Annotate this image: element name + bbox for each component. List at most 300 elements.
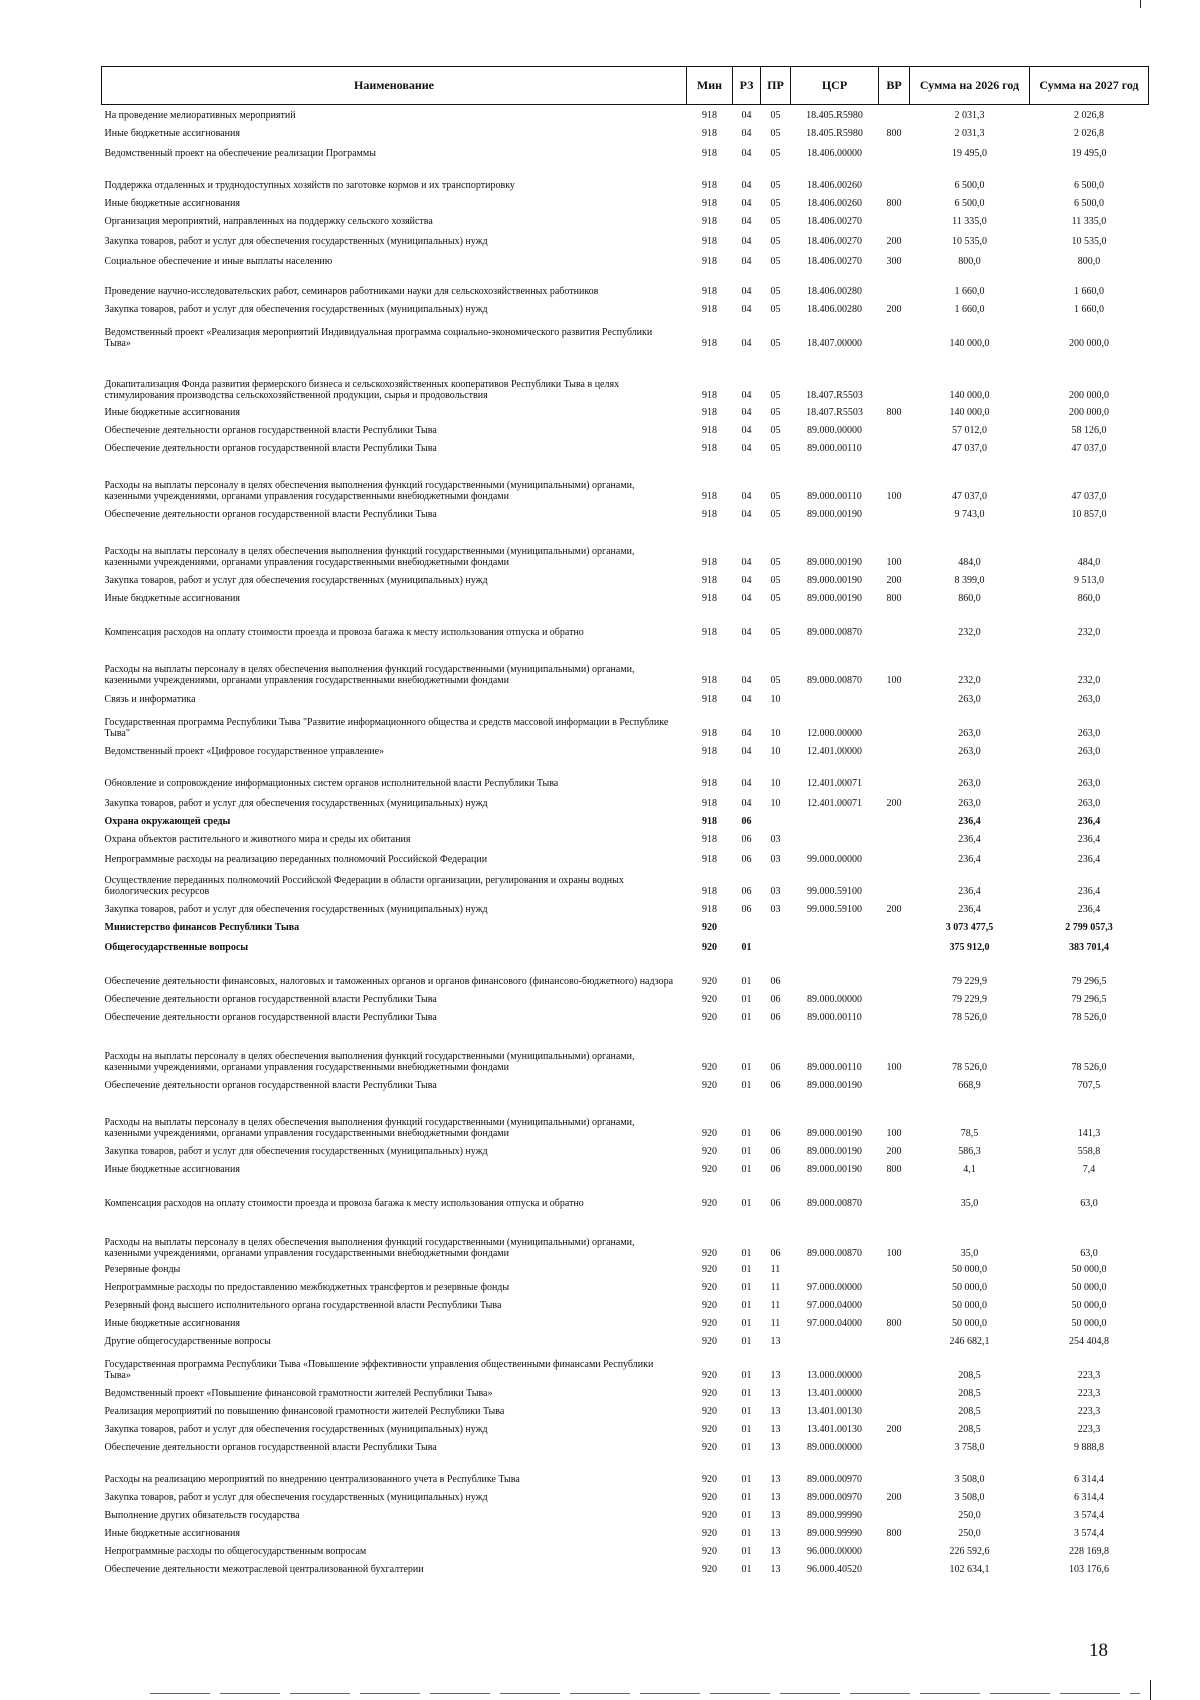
row-name: Связь и информатика [104,694,196,706]
table-row [102,1436,1149,1454]
row-csr: 89.000.99990 [807,1510,862,1522]
row-sum-2026: 35,0 [960,1198,979,1210]
row-sum-2026: 2 031,3 [954,110,985,122]
row-vr [879,268,910,298]
row-sum-2026: 50 000,0 [952,1300,987,1312]
row-name: Государственная программа Республики Тыва «Повышение эффективности управления общественными финансами Республики Тыва» [104,1358,654,1382]
row-min: 918 [702,491,717,503]
row-sum-2027: 79 296,5 [1071,976,1107,988]
row-name: Проведение научно-исследовательских работ, семинаров работниками науки для сельскохозяйственных работников [104,286,599,298]
row-min: 920 [702,942,717,954]
row-sum-2026: 35,0 [960,1248,979,1260]
row-pr: 13 [770,1336,781,1348]
row-name: Ведомственный проект на обеспечение реализации Программы [104,148,376,160]
table-row [102,122,1149,140]
row-vr [879,1400,910,1418]
row-pr: 10 [770,694,781,706]
row-name: На проведение мелиоративных мероприятий [104,110,296,122]
row-sum-2027: 10 535,0 [1071,236,1107,248]
row-pr: 13 [770,1406,781,1418]
row-vr [879,1074,910,1092]
row-vr [879,316,910,350]
row-rz: 01 [741,1424,752,1436]
row-pr: 05 [770,443,781,455]
row-rz: 01 [741,1564,752,1576]
row-rz: 01 [741,1492,752,1504]
row-rz: 01 [741,1528,752,1540]
row-csr [791,934,879,954]
table-row [102,1330,1149,1348]
row-sum-2027: 223,3 [1077,1424,1101,1436]
row-name: Ведомственный проект «Реализация мероприятий Индивидуальная программа социально-экономического развития Республики Тыва» [104,326,653,350]
row-rz: 01 [741,1146,752,1158]
row-min: 920 [702,1264,717,1276]
table-row [102,160,1149,192]
row-min: 920 [702,1492,717,1504]
row-rz: 01 [741,1164,752,1176]
row-sum-2027: 200 000,0 [1069,338,1109,350]
row-vr [879,1558,910,1576]
row-sum-2027: 3 574,4 [1074,1510,1104,1522]
row-pr: 10 [770,798,781,810]
row-csr: 89.000.00000 [807,994,862,1006]
row-pr: 06 [770,1080,781,1092]
row-pr: 11 [770,1318,781,1330]
row-name: Докапитализация Фонда развития фермерского бизнеса и сельскохозяйственных кооперативов Республики Тыва в целях стимулирования производства сельскохозяйственной продукции, сырья и продовольствия [104,378,620,402]
table-row [102,898,1149,916]
row-pr: 05 [770,593,781,605]
row-rz: 04 [741,128,752,140]
row-sum-2027: 1 660,0 [1074,286,1104,298]
row-name: Расходы на выплаты персоналу в целях обеспечения выполнения функций государственными (муниципальными) органами, казенными учреждениями, органами управления государственными внебюджетными фондами [104,479,635,503]
row-csr [791,916,879,934]
table-row [102,228,1149,248]
row-min: 920 [702,1198,717,1210]
row-vr: 200 [886,1146,902,1158]
row-sum-2026: 1 660,0 [954,304,985,316]
header-pr: ПР [761,67,791,105]
row-vr [879,828,910,846]
row-csr: 13.401.00000 [807,1388,862,1400]
row-sum-2027: 228 169,8 [1069,1546,1109,1558]
row-name: Расходы на выплаты персоналу в целях обеспечения выполнения функций государственными (муниципальными) органами, казенными учреждениями, органами управления государственными внебюджетными фондами [104,545,635,569]
table-row [102,1024,1149,1074]
row-rz: 04 [741,216,752,228]
row-min: 918 [702,557,717,569]
row-sum-2027: 200 000,0 [1069,407,1109,419]
row-name: Иные бюджетные ассигнования [104,593,240,605]
row-vr [879,916,910,934]
row-sum-2027: 9 513,0 [1074,575,1104,587]
row-sum-2026: 246 682,1 [949,1336,990,1348]
row-pr: 05 [770,390,781,402]
row-sum-2027: 263,0 [1077,746,1101,758]
row-rz: 01 [741,1442,752,1454]
table-row [102,402,1149,419]
row-csr: 12.000.00000 [807,728,862,740]
table-row [102,1540,1149,1558]
row-min: 920 [702,922,717,934]
row-pr: 03 [770,834,781,846]
row-rz: 06 [741,904,752,916]
row-csr [791,1330,879,1348]
table-row [102,605,1149,639]
row-vr [879,503,910,521]
row-rz: 04 [741,198,752,210]
row-min: 918 [702,216,717,228]
row-pr: 13 [770,1528,781,1540]
row-min: 918 [702,256,717,268]
row-vr: 800 [886,128,902,140]
row-csr: 97.000.04000 [807,1318,862,1330]
row-csr: 99.000.59100 [807,886,862,898]
row-vr: 200 [886,1492,902,1504]
row-name: Охрана объектов растительного и животного мира и среды их обитания [104,834,411,846]
row-name: Закупка товаров, работ и услуг для обеспечения государственных (муниципальных) нужд [104,1492,488,1504]
row-pr: 05 [770,256,781,268]
row-vr [879,706,910,740]
row-vr [879,210,910,228]
row-min: 920 [702,1128,717,1140]
row-rz: 04 [741,778,752,790]
row-vr [879,1260,910,1276]
row-sum-2026: 50 000,0 [952,1264,987,1276]
row-csr: 89.000.00870 [807,1248,862,1260]
row-pr: 13 [770,1442,781,1454]
row-sum-2026: 250,0 [958,1510,981,1522]
row-vr: 200 [886,304,902,316]
row-vr [879,437,910,455]
row-min: 920 [702,1474,717,1486]
row-csr [791,954,879,988]
row-rz: 01 [741,1128,752,1140]
row-name: Ведомственный проект «Повышение финансовой грамотности жителей Республики Тыва» [104,1388,493,1400]
row-min: 918 [702,407,717,419]
row-csr: 89.000.00190 [807,1080,862,1092]
table-row [102,248,1149,268]
row-rz: 04 [741,443,752,455]
row-min: 920 [702,1282,717,1294]
row-sum-2026: 263,0 [958,746,981,758]
row-pr: 13 [770,1370,781,1382]
row-csr: 18.406.00280 [807,286,862,298]
row-rz: 04 [741,304,752,316]
row-min: 920 [702,1564,717,1576]
row-pr: 13 [770,1388,781,1400]
row-name: Непрограммные расходы на реализацию переданных полномочий Российской Федерации [104,854,488,866]
row-min: 918 [702,390,717,402]
row-csr: 97.000.00000 [807,1282,862,1294]
row-sum-2026: 78 526,0 [952,1062,987,1074]
table-row [102,954,1149,988]
row-name: Расходы на выплаты персоналу в целях обеспечения выполнения функций государственными (муниципальными) органами, казенными учреждениями, органами управления государственными внебюджетными фондами [104,663,635,687]
row-csr: 13.401.00130 [807,1424,862,1436]
row-sum-2027: 78 526,0 [1071,1012,1107,1024]
page-number: 18 [1089,1640,1108,1661]
table-row [102,1276,1149,1294]
row-min: 918 [702,675,717,687]
table-row [102,503,1149,521]
header-rz: РЗ [733,67,761,105]
row-vr: 200 [886,575,902,587]
row-sum-2026: 140 000,0 [949,338,990,350]
row-sum-2026: 236,4 [958,886,981,898]
row-rz: 01 [741,1062,752,1074]
table-row [102,455,1149,503]
row-vr [879,1176,910,1210]
row-rz: 01 [741,1264,752,1276]
row-pr: 06 [770,1198,781,1210]
row-rz: 04 [741,746,752,758]
row-sum-2027: 2 799 057,3 [1065,922,1113,934]
row-sum-2027: 263,0 [1077,694,1101,706]
row-sum-2027: 236,4 [1077,854,1101,866]
row-sum-2027: 9 888,8 [1074,1442,1104,1454]
row-sum-2027: 2 026,8 [1074,110,1104,122]
table-row [102,1504,1149,1522]
row-name: Закупка товаров, работ и услуг для обеспечения государственных (муниципальных) нужд [104,1424,488,1436]
row-min: 918 [702,425,717,437]
row-sum-2026: 9 743,0 [954,509,985,521]
row-name: Расходы на реализацию мероприятий по внедрению централизованного учета в Республике Тыва [104,1474,520,1486]
table-row [102,1418,1149,1436]
row-pr: 03 [770,886,781,898]
row-pr: 13 [770,1424,781,1436]
table-header-row [102,67,1149,105]
row-vr [879,866,910,898]
row-csr: 89.000.00110 [807,491,862,503]
row-csr: 18.406.00260 [807,180,862,192]
row-csr: 89.000.00970 [807,1492,862,1504]
row-name: Поддержка отдаленных и труднодоступных хозяйств по заготовке кормов и их транспортировку [104,180,515,192]
row-sum-2026: 208,5 [958,1406,981,1418]
row-name: Обеспечение деятельности органов государственной власти Республики Тыва [104,425,437,437]
row-sum-2027: 223,3 [1077,1388,1101,1400]
row-csr: 18.405.R5980 [806,110,863,122]
row-rz: 01 [741,976,752,988]
row-rz: 01 [741,942,752,954]
row-sum-2026: 3 508,0 [954,1492,985,1504]
row-min: 918 [702,180,717,192]
row-sum-2027: 223,3 [1077,1406,1101,1418]
row-rz: 01 [741,1198,752,1210]
header-csr: ЦСР [791,67,879,105]
row-sum-2027: 254 404,8 [1069,1336,1109,1348]
row-min: 920 [702,1318,717,1330]
row-sum-2027: 47 037,0 [1071,443,1107,455]
row-sum-2026: 263,0 [958,778,981,790]
row-rz: 04 [741,148,752,160]
row-min: 918 [702,148,717,160]
row-csr: 96.000.40520 [807,1564,862,1576]
table-row [102,316,1149,350]
row-vr: 300 [886,256,902,268]
row-rz: 04 [741,407,752,419]
row-vr [879,1006,910,1024]
row-min: 918 [702,778,717,790]
row-min: 920 [702,1528,717,1540]
row-vr [879,160,910,192]
row-rz: 01 [741,1282,752,1294]
row-sum-2026: 57 012,0 [952,425,987,437]
table-row [102,1158,1149,1176]
row-csr: 18.407.R5503 [806,390,863,402]
row-vr [879,1348,910,1382]
row-csr: 18.407.R5503 [806,407,863,419]
header-name: Наименование [102,67,687,105]
row-rz: 01 [741,1318,752,1330]
row-min: 920 [702,1012,717,1024]
row-rz: 04 [741,338,752,350]
row-sum-2027: 63,0 [1080,1198,1098,1210]
row-name: Обеспечение деятельности органов государственной власти Республики Тыва [104,1442,437,1454]
row-csr [791,828,879,846]
table-row [102,934,1149,954]
row-min: 918 [702,509,717,521]
row-vr [879,419,910,437]
row-sum-2026: 11 335,0 [952,216,987,228]
row-pr: 05 [770,110,781,122]
row-csr: 12.401.00000 [807,746,862,758]
row-rz: 01 [741,1406,752,1418]
row-sum-2026: 800,0 [958,256,981,268]
table-row [102,639,1149,687]
row-csr [791,810,879,828]
scan-edge-mark [1150,1680,1151,1700]
row-csr: 89.000.00870 [807,675,862,687]
row-min: 918 [702,593,717,605]
row-sum-2026: 586,3 [958,1146,981,1158]
row-sum-2027: 236,4 [1077,816,1101,828]
row-rz: 04 [741,180,752,192]
table-row [102,988,1149,1006]
row-vr: 100 [886,675,902,687]
row-pr: 05 [770,198,781,210]
row-pr: 05 [770,425,781,437]
row-vr [879,1454,910,1486]
row-pr: 13 [770,1492,781,1504]
row-rz: 01 [741,1370,752,1382]
row-sum-2026: 236,4 [958,904,981,916]
table-row [102,1210,1149,1260]
row-sum-2027: 19 495,0 [1071,148,1107,160]
row-vr: 100 [886,1248,902,1260]
row-vr: 100 [886,491,902,503]
row-sum-2027: 11 335,0 [1071,216,1107,228]
row-rz: 04 [741,557,752,569]
row-name: Социальное обеспечение и иные выплаты населению [104,256,333,268]
row-pr [761,916,791,934]
row-sum-2027: 6 314,4 [1074,1474,1104,1486]
table-row [102,687,1149,706]
row-vr: 200 [886,798,902,810]
row-vr [879,846,910,866]
row-name: Обеспечение деятельности органов государственной власти Республики Тыва [104,443,437,455]
row-pr: 13 [770,1510,781,1522]
row-min: 920 [702,1248,717,1260]
row-sum-2027: 860,0 [1077,593,1101,605]
row-rz: 01 [741,994,752,1006]
row-csr: 89.000.00000 [807,1442,862,1454]
row-sum-2026: 208,5 [958,1388,981,1400]
table-row [102,419,1149,437]
table-row [102,758,1149,790]
row-sum-2027: 50 000,0 [1071,1282,1107,1294]
row-pr: 05 [770,216,781,228]
row-rz [733,916,761,934]
row-pr: 10 [770,778,781,790]
table-row [102,1092,1149,1140]
row-rz: 04 [741,509,752,521]
row-sum-2026: 47 037,0 [952,491,987,503]
row-sum-2026: 232,0 [958,627,981,639]
row-sum-2026: 263,0 [958,728,981,740]
row-sum-2026: 78 526,0 [952,1012,987,1024]
row-pr [761,810,791,828]
table-row [102,740,1149,758]
row-sum-2026: 79 229,9 [952,976,987,988]
row-pr: 05 [770,304,781,316]
row-rz: 06 [741,816,752,828]
row-sum-2026: 668,9 [958,1080,981,1092]
table-row [102,828,1149,846]
row-vr [879,687,910,706]
row-sum-2027: 200 000,0 [1069,390,1109,402]
row-rz: 04 [741,425,752,437]
row-name: Обеспечение деятельности органов государственной власти Республики Тыва [104,509,437,521]
row-sum-2027: 236,4 [1077,834,1101,846]
row-min: 920 [702,1164,717,1176]
table-row [102,866,1149,898]
row-pr: 10 [770,746,781,758]
row-name: Компенсация расходов на оплату стоимости проезда и провоза багажа к месту использования отпуска и обратно [104,627,584,639]
row-csr: 89.000.00000 [807,425,862,437]
row-rz: 01 [741,1300,752,1312]
row-csr: 18.406.00000 [807,148,862,160]
row-pr: 03 [770,904,781,916]
row-sum-2027: 103 176,6 [1069,1564,1109,1576]
row-sum-2026: 140 000,0 [949,407,990,419]
row-csr: 96.000.00000 [807,1546,862,1558]
table-row [102,298,1149,316]
row-name: Расходы на выплаты персоналу в целях обеспечения выполнения функций государственными (муниципальными) органами, казенными учреждениями, органами управления государственными внебюджетными фондами [104,1116,635,1140]
row-min: 920 [702,1300,717,1312]
row-min: 920 [702,1336,717,1348]
row-csr: 18.406.00270 [807,216,862,228]
row-sum-2026: 236,4 [958,854,981,866]
row-min: 920 [702,994,717,1006]
row-vr [879,1540,910,1558]
row-vr [879,954,910,988]
row-pr: 05 [770,407,781,419]
row-vr: 800 [886,1164,902,1176]
scan-edge-mark [1140,0,1141,8]
row-pr: 06 [770,1248,781,1260]
row-name: Общегосударственные вопросы [104,942,249,954]
row-vr: 800 [886,593,902,605]
row-csr: 18.406.00270 [807,256,862,268]
row-pr: 11 [770,1264,781,1276]
row-rz: 04 [741,390,752,402]
row-sum-2027: 79 296,5 [1071,994,1107,1006]
row-vr: 100 [886,1062,902,1074]
row-sum-2026: 19 495,0 [952,148,987,160]
row-csr: 89.000.00190 [807,593,862,605]
row-sum-2026: 140 000,0 [949,390,990,402]
row-name: Обеспечение деятельности финансовых, налоговых и таможенных органов и органов финансового (финансово-бюджетного) надзора [104,976,674,988]
row-vr: 800 [886,198,902,210]
row-sum-2027: 236,4 [1077,904,1101,916]
